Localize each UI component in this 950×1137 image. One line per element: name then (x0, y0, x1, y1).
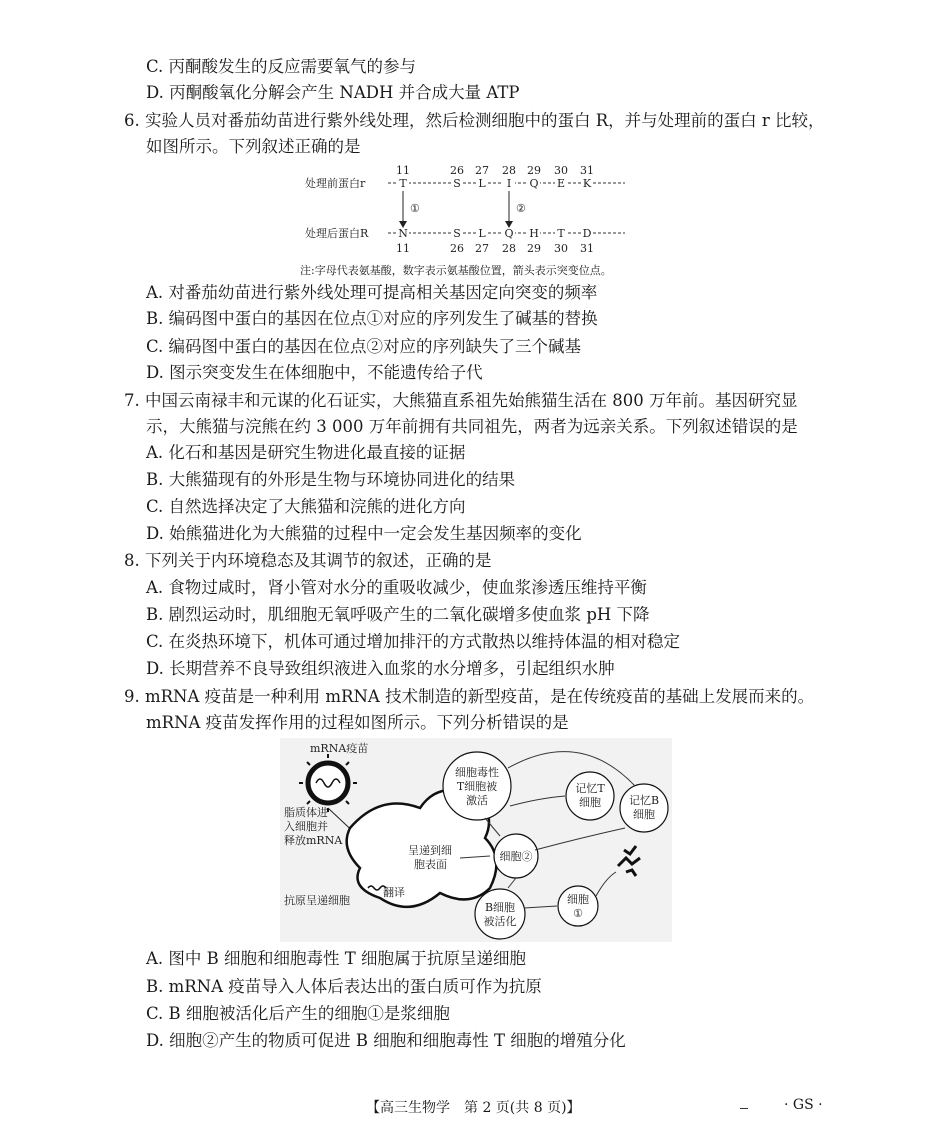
q8-option-c: C. 在炎热环境下，机体可通过增加排汗的方式散热以维持体温的相对稳定 (146, 632, 681, 651)
b-cell-label: B细胞 (484, 901, 516, 914)
pos-label: 27 (475, 164, 489, 177)
residue: Q (529, 177, 539, 190)
q7-option-a: A. 化石和基因是研究生物进化最直接的证据 (146, 443, 466, 462)
q5-option-c: C. 丙酮酸发生的反应需要氧气的参与 (146, 57, 417, 76)
marker-1: ① (410, 202, 420, 215)
lipid-text: 脂质体进 (284, 806, 328, 819)
ctl-label: 激活 (466, 794, 488, 807)
label-before: 处理前蛋白r (305, 177, 366, 190)
cell-1-label: 细胞 (567, 893, 589, 906)
q9-stem-line1: 9. mRNA 疫苗是一种利用 mRNA 技术制造的新型疫苗，是在传统疫苗的基础上发展而来的。 (124, 687, 815, 706)
q9-option-c: C. B 细胞被活化后产生的细胞①是浆细胞 (146, 1004, 450, 1023)
q6-stem-line1: 6. 实验人员对番茄幼苗进行紫外线处理，然后检测细胞中的蛋白 R，并与处理前的蛋白 r 比较， (124, 111, 825, 130)
memory-b-label: 细胞 (633, 808, 655, 821)
pos-label: 26 (450, 242, 464, 255)
q6-stem-line2: 如图所示。下列叙述正确的是 (146, 137, 361, 156)
present-label: 呈递到细 (408, 844, 452, 857)
cell-2-label: 细胞② (499, 850, 533, 863)
memory-t-label: 记忆T (575, 782, 605, 795)
b-cell-label: 被活化 (483, 915, 517, 928)
residue: H (529, 227, 539, 240)
b-cell-activated (475, 889, 525, 939)
lipid-text: 入细胞并 (284, 820, 328, 833)
q9-option-b: B. mRNA 疫苗导入人体后表达出的蛋白质可作为抗原 (146, 977, 542, 996)
vaccine-particle (299, 754, 357, 812)
pos-label: 30 (554, 164, 568, 177)
residue: T (557, 227, 565, 240)
pos-label: 29 (527, 242, 541, 255)
q7-option-b: B. 大熊猫现有的外形是生物与环境协同进化的结果 (146, 470, 516, 489)
pos-label: 31 (580, 242, 594, 255)
residue: D (582, 227, 592, 240)
q9-option-d: D. 细胞②产生的物质可促进 B 细胞和细胞毒性 T 细胞的增殖分化 (146, 1031, 626, 1050)
q7-stem-line2: 示，大熊猫与浣熊在约 3 000 万年前拥有共同祖先，两者为远亲关系。下列叙述错误的是 (146, 417, 798, 436)
q9-option-a: A. 图中 B 细胞和细胞毒性 T 细胞属于抗原呈递细胞 (146, 949, 527, 968)
q8-option-a: A. 食物过咸时，肾小管对水分的重吸收减少，使血浆渗透压维持平衡 (146, 578, 647, 597)
residue: L (478, 227, 486, 240)
pos-label: 28 (502, 164, 516, 177)
residue: E (556, 177, 566, 190)
memory-b-label: 记忆B (628, 794, 660, 807)
q8-option-d: D. 长期营养不良导致组织液进入血浆的水分增多，引起组织水肿 (146, 659, 615, 678)
pos-label: 30 (554, 242, 568, 255)
footer-code: · GS · (784, 1097, 823, 1113)
ctl-label: T细胞被 (456, 780, 498, 793)
residue: T (399, 177, 407, 190)
translate-label: 翻译 (383, 886, 405, 899)
pos-label: 11 (396, 164, 410, 177)
q6-option-c: C. 编码图中蛋白的基因在位点②对应的序列缺失了三个碱基 (146, 337, 582, 356)
q7-option-d: D. 始熊猫进化为大熊猫的过程中一定会发生基因频率的变化 (146, 524, 582, 543)
mrna-vaccine-figure (280, 738, 672, 942)
ctl-label: 细胞毒性 (455, 766, 499, 779)
apc-label: 抗原呈递细胞 (284, 894, 350, 907)
pos-label: 31 (580, 164, 594, 177)
protein-mutation-figure (300, 160, 660, 260)
present-label: 胞表面 (414, 858, 447, 871)
pos-label: 27 (475, 242, 489, 255)
q8-option-b: B. 剧烈运动时，肌细胞无氧呼吸产生的二氧化碳增多使血浆 pH 下降 (146, 605, 650, 624)
residue: S (453, 177, 461, 190)
residue: S (453, 227, 461, 240)
residue: Q (504, 227, 514, 240)
q6-option-d: D. 图示突变发生在体细胞中，不能遗传给子代 (146, 363, 483, 382)
page-footer: 【高三生物学 第 2 页(共 8 页)】 (366, 1100, 581, 1116)
footer-dash (740, 1108, 748, 1109)
vaccine-label: mRNA疫苗 (310, 742, 369, 755)
q6-option-a: A. 对番茄幼苗进行紫外线处理可提高相关基因定向突变的频率 (146, 283, 598, 302)
positions-top (396, 164, 594, 177)
q7-stem-line1: 7. 中国云南禄丰和元谋的化石证实，大熊猫直系祖先始熊猫生活在 800 万年前。基因研究显 (124, 391, 798, 410)
cell-1-label: ① (573, 907, 583, 920)
pos-label: 26 (450, 164, 464, 177)
pos-label: 11 (396, 242, 410, 255)
q8-stem: 8. 下列关于内环境稳态及其调节的叙述，正确的是 (124, 551, 492, 570)
residue: N (398, 227, 408, 240)
q7-option-c: C. 自然选择决定了大熊猫和浣熊的进化方向 (146, 497, 466, 516)
pos-label: 28 (502, 242, 516, 255)
memory-t-label: 细胞 (579, 796, 601, 809)
figure-note: 注:字母代表氨基酸，数字表示氨基酸位置，箭头表示突变位点。 (300, 264, 612, 277)
residue: L (478, 177, 486, 190)
residue: I (506, 177, 512, 190)
lipid-text: 释放mRNA (284, 834, 343, 847)
cell-1 (558, 886, 598, 926)
positions-bottom (396, 242, 594, 255)
q9-stem-line2: mRNA 疫苗发挥作用的过程如图所示。下列分析错误的是 (146, 713, 569, 732)
pos-label: 29 (527, 164, 541, 177)
residue: K (582, 177, 592, 190)
q6-option-b: B. 编码图中蛋白的基因在位点①对应的序列发生了碱基的替换 (146, 309, 598, 328)
q5-option-d: D. 丙酮酸氧化分解会产生 NADH 并合成大量 ATP (146, 83, 520, 102)
marker-2: ② (516, 202, 526, 215)
label-after: 处理后蛋白R (305, 227, 369, 240)
